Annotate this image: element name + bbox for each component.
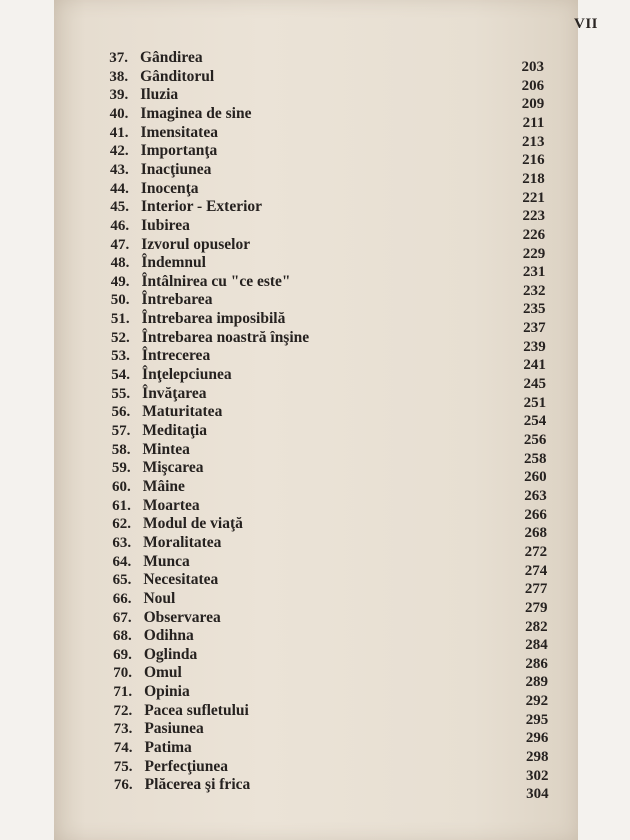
entry-number: 53. [111, 348, 130, 365]
toc-entry [90, 290, 560, 318]
entry-page-number: 268 [524, 525, 547, 542]
entry-title: Plăcerea şi frica [144, 776, 251, 794]
entry-page-number: 298 [525, 749, 549, 766]
entry-number: 57. [111, 423, 131, 439]
entry-title: Patima [144, 739, 192, 757]
entry-page-number: 231 [522, 264, 546, 281]
toc-entry [91, 552, 561, 579]
entry-number: 46. [110, 217, 130, 234]
entry-title: Opinia [144, 683, 190, 701]
entry-title: Pasiunea [144, 720, 204, 738]
entry-page-number: 279 [524, 599, 548, 616]
entry-title: Inocenţa [140, 179, 199, 197]
entry-title: Îndemnul [141, 254, 206, 272]
entry-number: 44. [110, 180, 129, 197]
entry-number: 73. [113, 721, 133, 738]
entry-title: Moralitatea [143, 533, 222, 551]
entry-page-number: 266 [524, 506, 547, 523]
entry-title: Munca [143, 552, 190, 570]
entry-page-number: 292 [525, 693, 549, 710]
entry-title: Moartea [142, 496, 200, 514]
entry-number: 65. [112, 572, 132, 589]
table-of-contents [54, 0, 578, 840]
entry-number: 45. [110, 199, 129, 216]
entry-title: Pacea sufletului [144, 701, 249, 719]
toc-entry [92, 719, 562, 747]
toc-entry [89, 160, 559, 187]
entry-number: 60. [112, 478, 131, 495]
entry-number: 70. [113, 665, 132, 682]
entry-number: 49. [110, 273, 130, 290]
entry-title: Modul de viaţă [143, 515, 243, 533]
entry-page-number: 260 [524, 469, 547, 486]
entry-page-number: 211 [522, 114, 545, 131]
entry-number: 51. [110, 311, 130, 328]
entry-page-number: 254 [523, 413, 547, 430]
entry-page-number: 289 [525, 674, 548, 691]
entry-number: 42. [109, 143, 129, 160]
toc-entry [92, 608, 562, 635]
entry-page-number: 274 [524, 562, 548, 579]
entry-page-number: 258 [524, 450, 547, 467]
entry-title: Necesitatea [143, 571, 219, 589]
entry-title: Maturitatea [142, 403, 223, 421]
toc-entry [93, 757, 563, 784]
toc-entry [92, 701, 562, 728]
entry-page-number: 216 [522, 152, 545, 169]
toc-entry [90, 346, 560, 374]
entry-number: 54. [111, 367, 131, 384]
entry-number: 50. [110, 292, 130, 309]
entry-number: 67. [112, 609, 132, 626]
entry-page-number: 304 [526, 786, 549, 803]
toc-entry [91, 440, 561, 467]
toc-entry [88, 123, 558, 150]
entry-number: 41. [109, 124, 129, 141]
entry-page-number: 295 [525, 711, 549, 728]
entry-page-number: 223 [522, 208, 545, 225]
entry-page-number: 229 [522, 245, 546, 262]
entry-title: Interior - Exterior [140, 198, 263, 216]
toc-entry [88, 67, 558, 94]
toc-entry [91, 589, 561, 616]
toc-entry [89, 179, 559, 206]
entry-page-number: 277 [524, 581, 548, 598]
entry-number: 43. [109, 161, 129, 178]
entry-number: 39. [109, 87, 129, 104]
toc-entry [90, 402, 560, 430]
entry-number: 66. [112, 590, 132, 607]
entry-number: 64. [112, 553, 132, 570]
entry-page-number: 272 [524, 543, 548, 560]
entry-title: Învăţarea [142, 384, 207, 402]
entry-title: Imaginea de sine [140, 104, 252, 122]
entry-number: 56. [111, 404, 131, 421]
toc-entry [91, 496, 561, 523]
entry-number: 62. [112, 516, 131, 533]
toc-entry [89, 235, 559, 262]
entry-title: Inacţiunea [140, 160, 212, 178]
entry-title: Întâlnirea cu "ce este" [141, 272, 291, 290]
entry-number: 40. [109, 105, 129, 122]
entry-page-number: 286 [525, 655, 548, 672]
entry-page-number: 302 [526, 767, 549, 784]
entry-title: Perfecţiunea [144, 757, 229, 775]
entry-number: 58. [111, 441, 131, 458]
entry-number: 61. [112, 497, 131, 514]
entry-title: Omul [143, 664, 182, 682]
entry-title: Iluzia [140, 86, 179, 104]
entry-title: Observarea [143, 608, 221, 626]
entry-page-number: 218 [522, 170, 545, 187]
entry-number: 48. [110, 255, 130, 272]
page-number: VII [574, 16, 599, 32]
toc-entry [90, 421, 560, 448]
toc-entry [90, 384, 560, 411]
entry-number: 63. [112, 534, 132, 551]
entry-page-number: 226 [522, 226, 546, 243]
entry-number: 76. [113, 777, 133, 794]
toc-entry [89, 272, 559, 299]
entry-number: 68. [112, 628, 132, 645]
entry-number: 59. [111, 460, 131, 477]
entry-page-number: 235 [523, 301, 546, 318]
entry-title: Gândirea [140, 49, 203, 66]
entry-number: 52. [111, 329, 130, 346]
entry-title: Întrebarea noastră înşine [141, 328, 310, 346]
entry-page-number: 239 [523, 338, 546, 355]
entry-title: Întrebarea [141, 291, 213, 309]
entry-page-number: 213 [521, 133, 545, 150]
entry-title: Iubirea [141, 216, 190, 234]
toc-entry [93, 775, 563, 803]
entry-page-number: 232 [522, 282, 546, 299]
book-page [54, 0, 599, 840]
toc-entry [91, 477, 561, 504]
entry-page-number: 203 [521, 59, 544, 75]
entry-number: 38. [109, 68, 129, 85]
entry-page-number: 245 [523, 376, 547, 393]
entry-number: 72. [113, 702, 133, 719]
entry-page-number: 256 [523, 432, 547, 448]
toc-entry [91, 533, 561, 560]
entry-title: Mintea [142, 440, 190, 458]
entry-page-number: 284 [525, 637, 548, 654]
entry-page-number: 209 [521, 96, 545, 113]
entry-title: Noul [143, 589, 176, 607]
entry-page-number: 237 [523, 320, 546, 337]
entry-number: 75. [113, 758, 133, 775]
entry-title: Gânditorul [140, 67, 215, 85]
entry-page-number: 241 [523, 357, 546, 374]
toc-entry [90, 328, 560, 355]
entry-page-number: 251 [523, 394, 547, 411]
entry-page-number: 263 [524, 487, 547, 504]
entry-page-number: 206 [521, 77, 545, 94]
toc-entry [88, 104, 558, 131]
entry-title: Întrecerea [141, 347, 211, 365]
entry-title: Întrebarea imposibilă [141, 310, 286, 328]
entry-title: Mişcarea [142, 459, 204, 477]
entry-title: Înţelepciunea [142, 366, 232, 384]
entry-title: Izvorul opuselor [141, 235, 251, 253]
entry-page-number: 282 [525, 618, 548, 635]
toc-entry [92, 645, 562, 672]
entry-title: Mâine [142, 477, 185, 495]
entry-number: 37. [109, 50, 128, 66]
entry-number: 74. [113, 740, 133, 757]
entry-number: 47. [110, 236, 130, 253]
entry-number: 71. [113, 684, 133, 701]
entry-page-number: 296 [525, 730, 549, 747]
entry-title: Importanţa [140, 142, 218, 160]
entry-number: 55. [111, 385, 131, 402]
entry-title: Imensitatea [140, 123, 218, 141]
entry-page-number: 221 [522, 189, 545, 206]
toc-entry [88, 48, 558, 75]
toc-entry [92, 663, 562, 691]
entry-number: 69. [113, 646, 132, 663]
entry-title: Odihna [143, 627, 194, 645]
entry-title: Meditaţia [142, 422, 207, 439]
toc-entry [89, 216, 559, 243]
entry-title: Oglinda [143, 645, 198, 663]
